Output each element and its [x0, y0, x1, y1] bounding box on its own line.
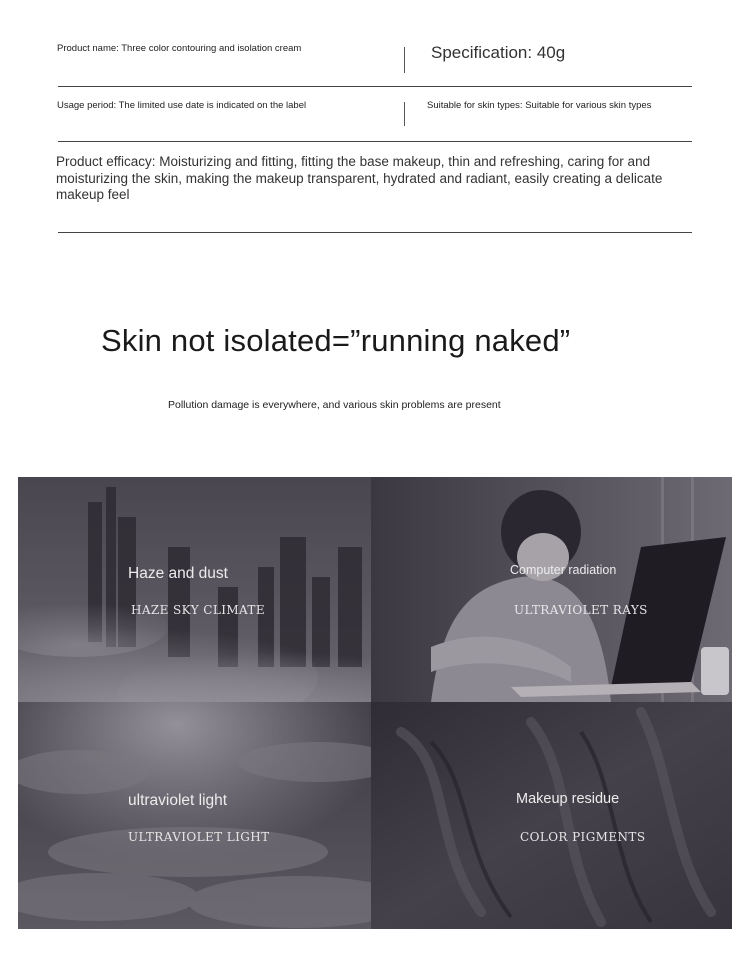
panel-title: Makeup residue — [516, 791, 620, 807]
panel-computer — [371, 477, 732, 702]
table-rule — [58, 141, 692, 142]
spec-divider — [404, 47, 405, 73]
page-title: Skin not isolated=”running naked” — [101, 323, 571, 358]
woman-laptop-image — [371, 477, 732, 702]
table-rule — [58, 232, 692, 233]
pollution-grid — [18, 477, 732, 929]
powder-texture-image — [371, 702, 732, 929]
city-haze-image — [18, 477, 371, 702]
panel-title: Computer radiation — [510, 563, 617, 577]
product-efficacy: Product efficacy: Moisturizing and fitting, fitting the base makeup, thin and refreshing, caring for and moisturizing the skin, making the makeup transparent, hydrated and radiant, easily creating a delicate makeup feel — [56, 154, 663, 202]
usage-period: Usage period: The limited use date is indicated on the label — [57, 100, 307, 111]
panel-title: ultraviolet light — [128, 792, 228, 809]
product-name: Product name: Three color contouring and isolation cream — [57, 43, 302, 54]
skin-types: Suitable for skin types: Suitable for various skin types — [427, 100, 652, 111]
panel-subtitle: ULTRAVIOLET RAYS — [514, 603, 648, 617]
table-rule — [58, 86, 692, 87]
panel-subtitle: HAZE SKY CLIMATE — [131, 603, 265, 617]
sunlit-clouds-image — [18, 702, 371, 929]
panel-makeup — [371, 702, 732, 929]
panel-haze — [18, 477, 371, 702]
specification: Specification: 40g — [431, 43, 566, 62]
panel-subtitle: ULTRAVIOLET LIGHT — [128, 830, 270, 844]
panel-title: Haze and dust — [128, 565, 228, 582]
page-subtitle: Pollution damage is everywhere, and various skin problems are present — [168, 399, 501, 411]
panel-subtitle: COLOR PIGMENTS — [520, 830, 646, 844]
spec-divider — [404, 102, 405, 126]
panel-uv — [18, 702, 371, 929]
